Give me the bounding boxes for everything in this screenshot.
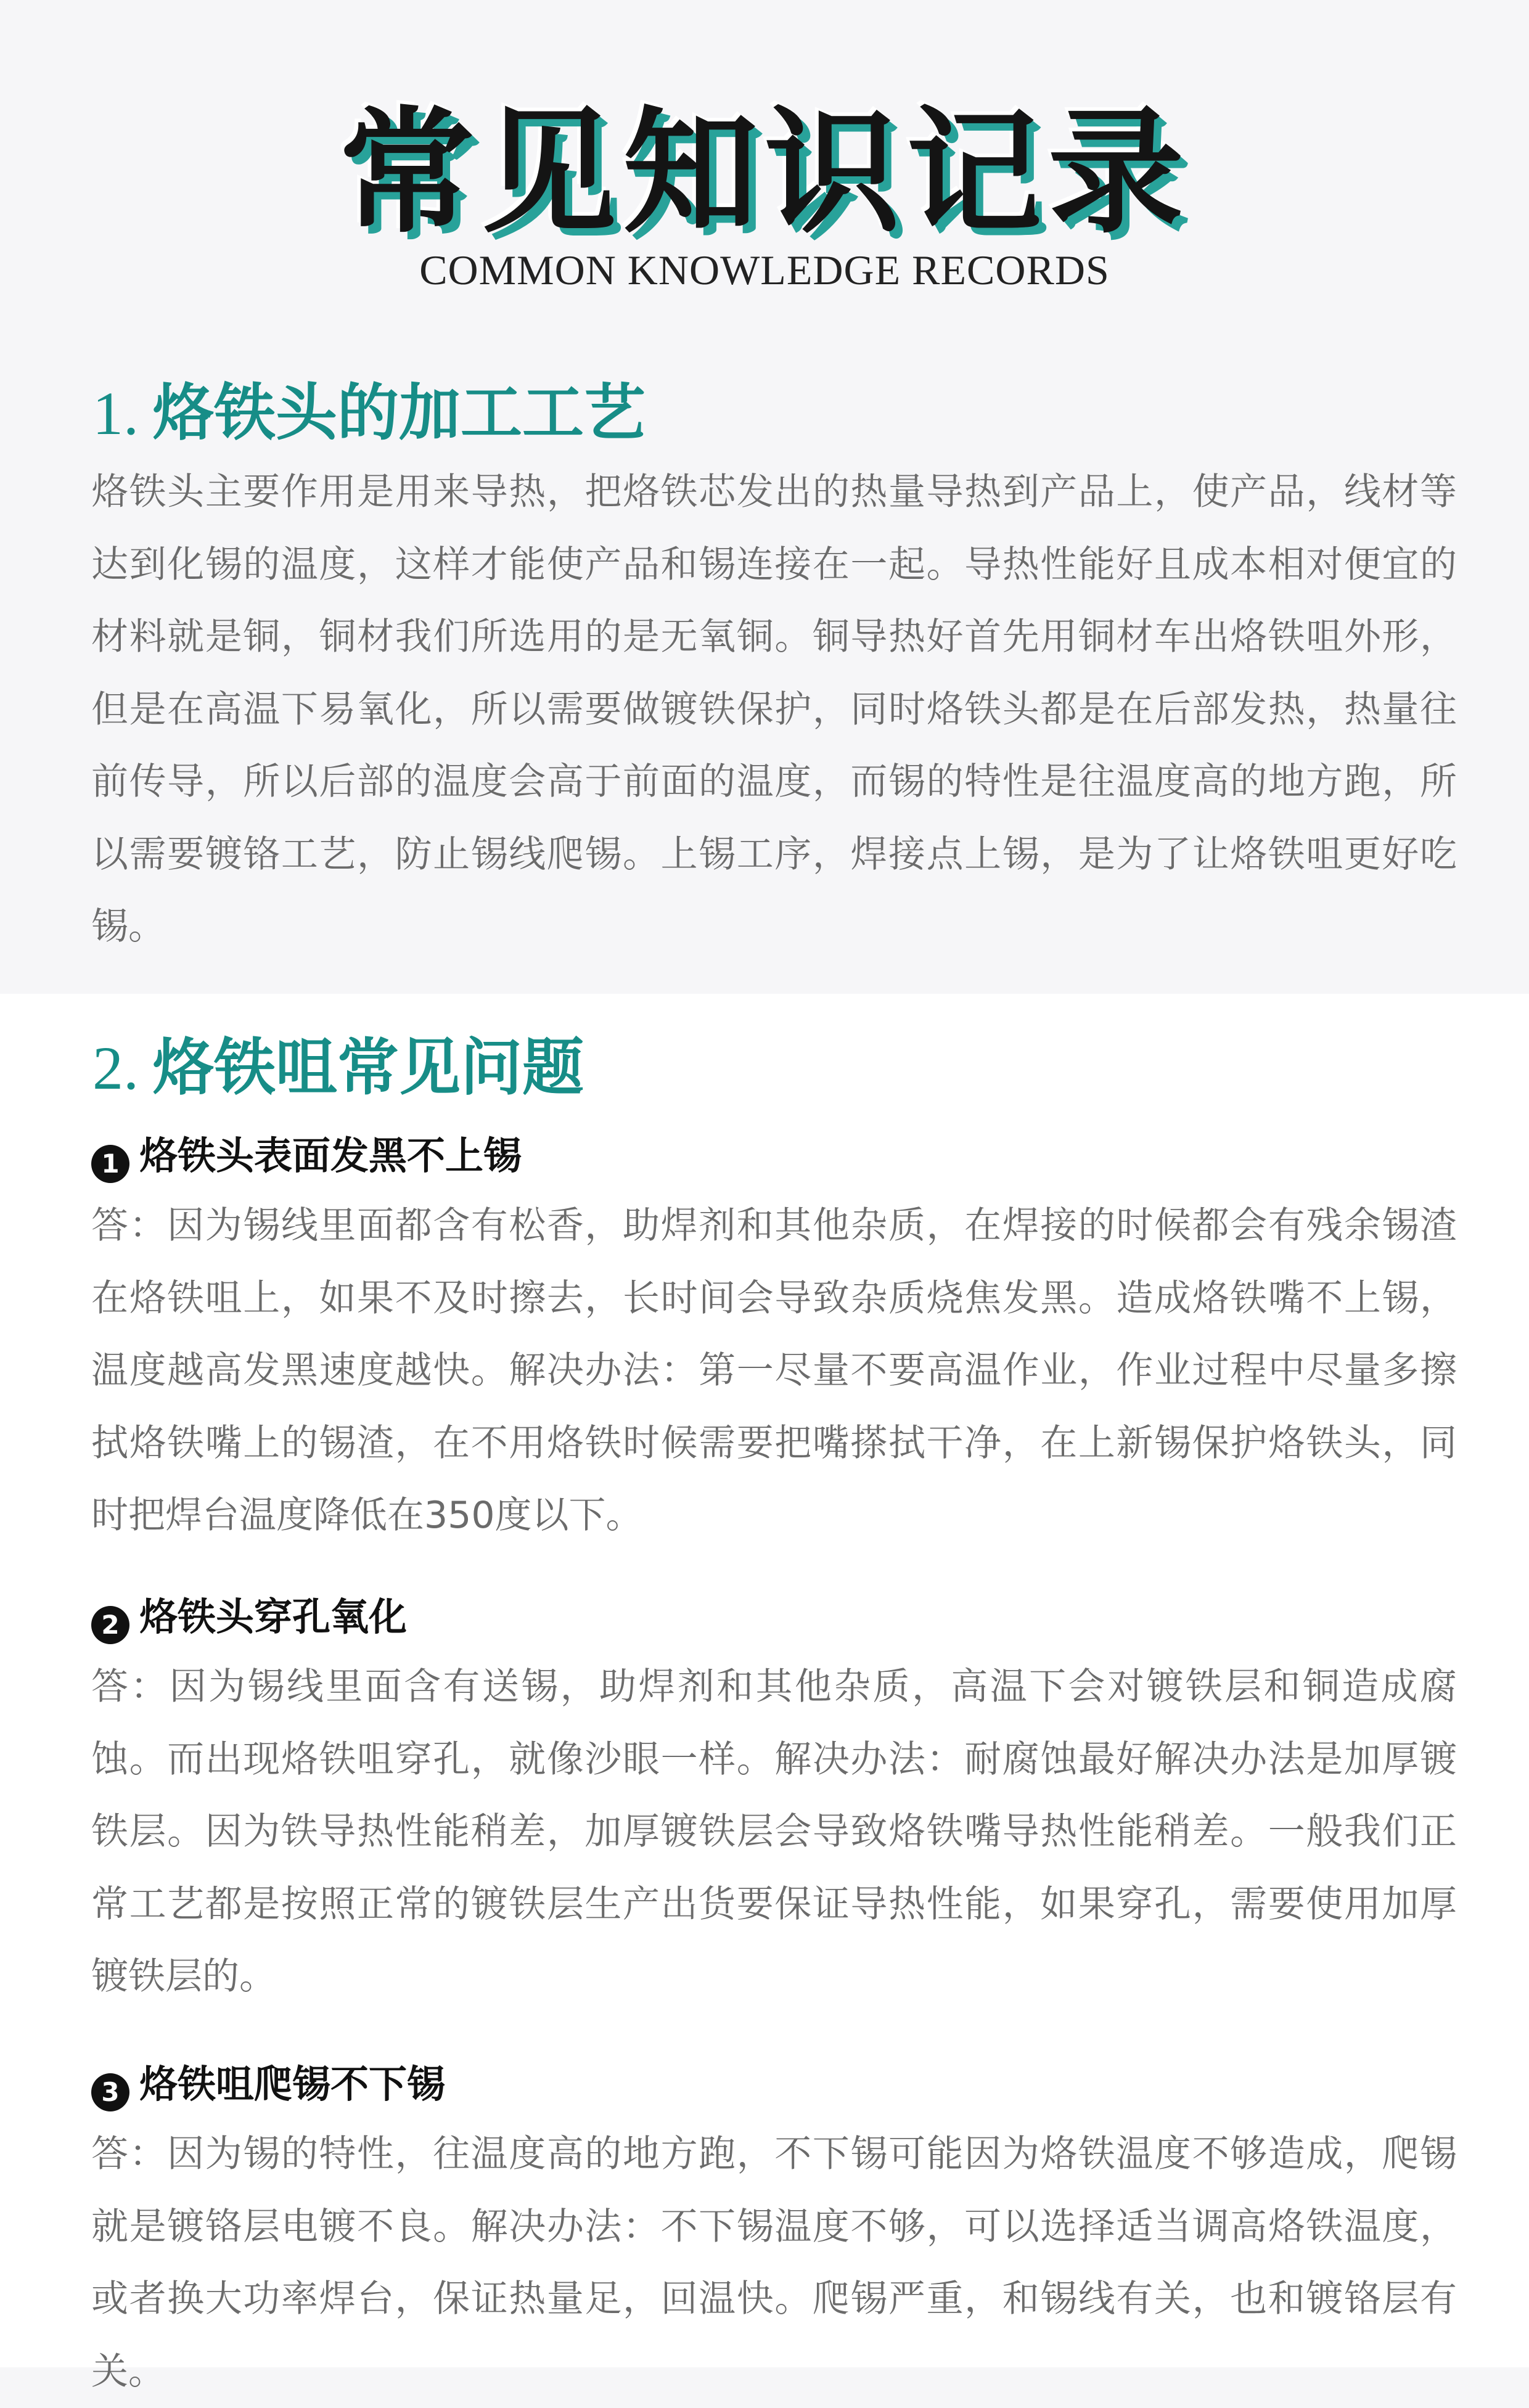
question-title: 烙铁头表面发黑不上锡: [139, 1133, 522, 1178]
answer-text-3: 答：因为锡的特性，往温度高的地方跑，不下锡可能因为烙铁温度不够造成，爬锡就是镀铬层电镀不良。解决办法：不下锡温度不够，可以选择适当调高烙铁温度，或者换大功率焊台，保证热量足，回温快。爬锡严重，和锡线有关，也和镀铬层有关。: [91, 2132, 1457, 2393]
section-title: 烙铁咀常见问题: [152, 1031, 584, 1104]
answer-text-1: 答：因为锡线里面都含有松香，助焊剂和其他杂质，在焊接的时候都会有残余锡渣在烙铁咀上，如果不及时擦去，长时间会导致杂质烧焦发黑。造成烙铁嘴不上锡，温度越高发黑速度越快。解决办法：第一尽量不要高温作业，作业过程中尽量多擦拭烙铁嘴上的锡渣，在不用烙铁时候需要把嘴搽拭干净，在上新锡保护烙铁头，同时把焊台温度降低在350度以下。: [91, 1204, 1457, 1537]
question-heading-2: [91, 1593, 407, 1644]
section-body-1: 烙铁头主要作用是用来导热，把烙铁芯发出的热量导热到产品上，使产品，线材等达到化锡的温度，这样才能使产品和锡连接在一起。导热性能好且成本相对便宜的材料就是铜，铜材我们所选用的是无氧铜。铜导热好首先用铜材车出烙铁咀外形，但是在高温下易氧化，所以需要做镀铁保护，同时烙铁头都是在后部发热，热量往前传导，所以后部的温度会高于前面的温度，而锡的特性是往温度高的地方跑，所以需要镀铬工艺，防止锡线爬锡。上锡工序，焊接点上锡，是为了让烙铁咀更好吃锡。: [91, 470, 1457, 948]
section-heading-2: [92, 1031, 584, 1105]
number-badge: 3: [91, 2073, 129, 2111]
question-heading-1: [91, 1132, 522, 1183]
question-title: 烙铁咀爬锡不下锡: [139, 2062, 446, 2107]
page-subtitle: COMMON KNOWLEDGE RECORDS: [419, 247, 1110, 293]
section-heading-1: [92, 376, 646, 451]
section-title: 烙铁头的加工工艺: [152, 377, 646, 449]
section-number: 2.: [92, 1034, 139, 1102]
number-badge: 2: [91, 1606, 129, 1644]
number-badge: 1: [91, 1145, 129, 1183]
section-number: 1.: [92, 379, 139, 448]
page-title: 常见知识记录: [338, 94, 1190, 252]
question-heading-3: [91, 2060, 445, 2111]
answer-text-2: 答：因为锡线里面含有送锡，助焊剂和其他杂质，高温下会对镀铁层和铜造成腐蚀。而出现烙铁咀穿孔，就像沙眼一样。解决办法：耐腐蚀最好解决办法是加厚镀铁层。因为铁导热性能稍差，加厚镀铁层会导致烙铁嘴导热性能稍差。一般我们正常工艺都是按照正常的镀铁层生产出货要保证导热性能，如果穿孔，需要使用加厚镀铁层的。: [91, 1665, 1457, 1998]
question-title: 烙铁头穿孔氧化: [139, 1594, 408, 1639]
